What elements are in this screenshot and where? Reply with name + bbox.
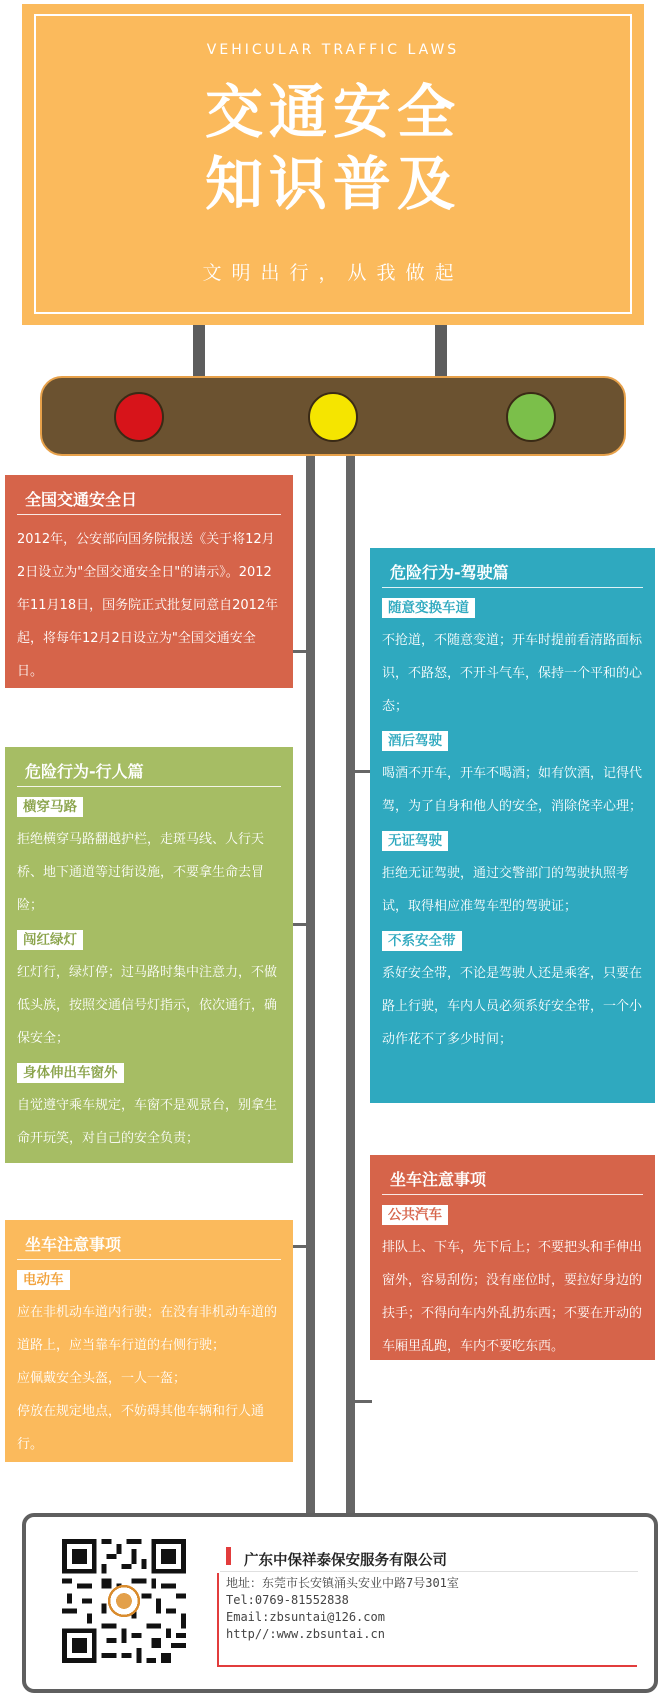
company-phone[interactable]: Tel:0769-81552838 [226, 1593, 349, 1607]
red-light-icon [114, 392, 164, 442]
card-section [382, 596, 643, 723]
qr-code-icon[interactable] [62, 1539, 186, 1663]
header-title [22, 76, 644, 220]
timeline-rail-left [306, 456, 315, 1516]
info-accent-line [217, 1573, 219, 1667]
section-tag: 随意变换车道 [382, 598, 475, 618]
card-title: 危险行为-行人篇 [17, 759, 281, 787]
section-text: 不抢道，不随意变道；开车时提前看清路面标识，不路怒，不开斗气车，保持一个平和的心态； [382, 633, 643, 714]
card-section [382, 729, 643, 823]
card-section [17, 1061, 281, 1155]
section-text: 系好安全带，不论是驾驶人还是乘客，只要在路上行驶，车内人员必须系好安全带，一个小动作花不了多少时间； [382, 966, 643, 1047]
card-ebike [5, 1220, 293, 1462]
section-tag: 酒后驾驶 [382, 731, 448, 751]
card-section [17, 928, 281, 1055]
section-tag: 无证驾驶 [382, 831, 448, 851]
card-title: 全国交通安全日 [17, 487, 281, 515]
header-title-line1: 交通安全 [204, 78, 461, 146]
sign-post-left [193, 325, 205, 378]
section-text: 自觉遵守乘车规定，车窗不是观景台，别拿生命开玩笑，对自己的安全负责； [17, 1098, 278, 1146]
company-accent-bar [226, 1547, 231, 1565]
company-email[interactable]: Email:zbsuntai@126.com [226, 1610, 385, 1624]
card-title: 危险行为-驾驶篇 [382, 560, 643, 588]
card-section [17, 795, 281, 922]
section-tag: 闯红绿灯 [17, 930, 83, 950]
traffic-light [40, 376, 626, 456]
divider [220, 1571, 638, 1572]
card-line: 应佩戴安全头盔，一人一盔； [17, 1371, 187, 1386]
card-safety-day [5, 475, 293, 688]
info-accent-line [217, 1665, 637, 1667]
section-tag: 身体伸出车窗外 [17, 1063, 124, 1083]
sign-post-right [435, 325, 447, 378]
card-title: 坐车注意事项 [17, 1232, 281, 1260]
section-tag: 不系安全带 [382, 931, 462, 951]
company-address: 地址：东莞市长安镇涌头安业中路7号301室 [226, 1576, 459, 1590]
company-website[interactable]: http//:www.zbsuntai.cn [226, 1627, 385, 1641]
section-tag: 电动车 [17, 1270, 70, 1290]
section-text: 红灯行，绿灯停；过马路时集中注意力，不做低头族，按照交通信号灯指示，依次通行，确保安全； [17, 965, 278, 1046]
timeline-rail-right [346, 456, 355, 1516]
section-text: 拒绝横穿马路翻越护栏，走斑马线、人行天桥、地下通道等过街设施，不要拿生命去冒险； [17, 832, 265, 913]
card-bus [370, 1155, 655, 1360]
card-pedestrian [5, 747, 293, 1163]
company-name: 广东中保祥泰保安服务有限公司 [244, 1553, 447, 1569]
card-line: 应在非机动车道内行驶；在没有非机动车道的道路上，应当靠车行道的右侧行驶； [17, 1305, 278, 1353]
card-section [382, 929, 643, 1056]
card-text: 2012年，公安部向国务院报送《关于将12月2日设立为"全国交通安全日"的请示》。2012年11月18日，国务院正式批复同意自2012年起，将每年12月2日设立为"全国交通安全日。 [17, 532, 279, 679]
section-text: 喝酒不开车，开车不喝酒；如有饮酒，记得代驾，为了自身和他人的安全，消除侥幸心理； [382, 766, 643, 814]
header-title-line2: 知识普及 [204, 150, 461, 218]
card-title: 坐车注意事项 [382, 1167, 643, 1195]
card-section [382, 829, 643, 923]
section-text: 排队上、下车，先下后上；不要把头和手伸出窗外，容易刮伤；没有座位时，要拉好身边的扶手；不得向车内外乱扔东西；不要在开动的车厢里乱跑，车内不要吃东西。 [382, 1240, 643, 1354]
section-tag: 横穿马路 [17, 797, 83, 817]
card-line: 停放在规定地点，不妨碍其他车辆和行人通行。 [17, 1404, 265, 1452]
company-footer [22, 1513, 658, 1693]
header-slogan: 文明出行，从我做起 [202, 262, 464, 284]
timeline-tick [354, 1400, 372, 1403]
yellow-light-icon [308, 392, 358, 442]
green-light-icon [506, 392, 556, 442]
section-tag: 公共汽车 [382, 1205, 448, 1225]
card-section [382, 1203, 643, 1363]
header-sign [22, 4, 644, 325]
header-subtitle-en: VEHICULAR TRAFFIC LAWS [206, 42, 460, 58]
card-driving [370, 548, 655, 1103]
contact-info [226, 1575, 459, 1643]
section-text: 拒绝无证驾驶，通过交警部门的驾驶执照考试，取得相应准驾车型的驾驶证； [382, 866, 630, 914]
